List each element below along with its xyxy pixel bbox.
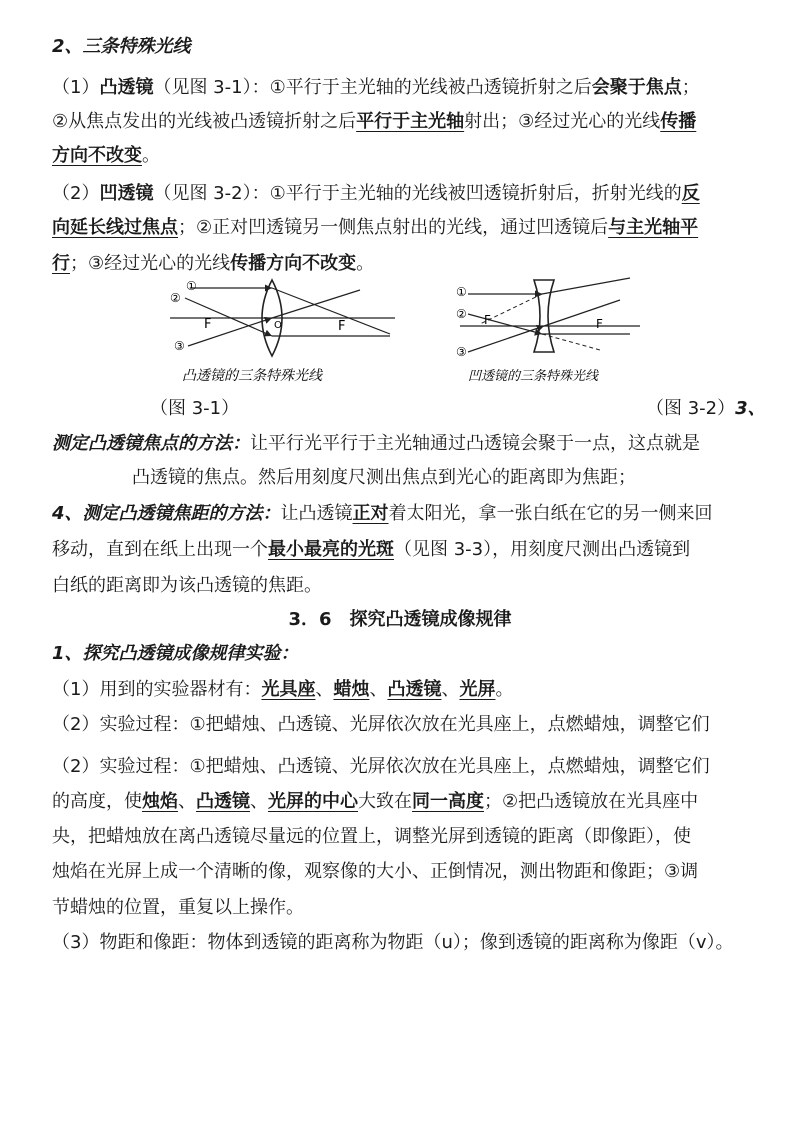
- concave-lens-shape: [534, 280, 554, 352]
- fig1-ray2-label: ②: [170, 291, 181, 305]
- fig2-focus-left: F: [484, 313, 491, 327]
- section-3-number: 3、: [735, 398, 766, 419]
- convex-line-3: 方向不改变。: [52, 145, 160, 166]
- sec36-item-2-line-2: 的高度，使烛焰、凸透镜、光屏的中心大致在同一高度；②把凸透镜放在光具座中: [52, 791, 699, 812]
- sec36-subheading: 1、探究凸透镜成像规律实验：: [52, 643, 299, 664]
- sec4-line-1: 4、测定凸透镜焦距的方法：让凸透镜正对着太阳光，拿一张白纸在它的另一侧来回: [52, 503, 713, 524]
- fig2-handwritten-caption: 凹透镜的三条特殊光线: [468, 369, 599, 384]
- convex-line-2: ②从焦点发出的光线被凸透镜折射之后平行于主光轴射出；③经过光心的光线传播: [52, 111, 697, 132]
- fig1-ray1-label: ①: [186, 279, 197, 293]
- sec36-item-2-duplicate: （2）实验过程：①把蜡烛、凸透镜、光屏依次放在光具座上，点燃蜡烛，调整它们: [52, 714, 710, 735]
- sec4-line-2: 移动，直到在纸上出现一个最小最亮的光斑（见图 3-3），用刻度尺测出凸透镜到: [52, 539, 691, 560]
- figure-3-1-caption: （图 3-1）: [150, 398, 240, 419]
- sec3-line-1: 测定凸透镜焦点的方法：让平行光平行于主光轴通过凸透镜会聚于一点，这点就是: [52, 433, 700, 454]
- fig1-ray3-label: ③: [174, 339, 185, 353]
- fig2-focus-right: F: [596, 317, 603, 331]
- sec36-item-2-line-5: 节蜡烛的位置，重复以上操作。: [52, 897, 304, 918]
- section-3-6-heading: 3．6 探究凸透镜成像规律: [288, 609, 512, 630]
- figure-3-2-concave-lens: [450, 276, 650, 394]
- sec36-item-3: （3）物距和像距：物体到透镜的距离称为物距（u）；像到透镜的距离称为像距（v）。: [52, 932, 734, 953]
- figure-3-1-convex-lens: [160, 276, 400, 394]
- fig2-ray3-label: ③: [456, 345, 467, 359]
- fig1-focus-right: F: [338, 319, 346, 334]
- fig1-focus-left: F: [204, 317, 212, 332]
- sec3-line-2: 凸透镜的焦点。然后用刻度尺测出焦点到光心的距离即为焦距；: [132, 467, 636, 488]
- concave-line-2: 向延长线过焦点；②正对凹透镜另一侧焦点射出的光线，通过凹透镜后与主光轴平: [52, 217, 699, 238]
- section-2-title: 2、三条特殊光线: [52, 36, 191, 57]
- fig1-optical-center: O: [274, 320, 282, 331]
- sec36-item-2-line-4: 烛焰在光屏上成一个清晰的像，观察像的大小、正倒情况，测出物距和像距；③调: [52, 861, 699, 882]
- sec4-line-3: 白纸的距离即为该凸透镜的焦距。: [52, 575, 322, 596]
- figure-3-2-caption: （图 3-2）3、: [646, 398, 766, 419]
- sec36-item-2-line-3: 央，把蜡烛放在离凸透镜尽量远的位置上，调整光屏到透镜的距离（即像距），使: [52, 826, 691, 847]
- convex-line-1: （1）凸透镜（见图 3-1）：①平行于主光轴的光线被凸透镜折射之后会聚于焦点；: [52, 77, 700, 98]
- fig2-ray1-label: ①: [456, 285, 467, 299]
- concave-line-1: （2）凹透镜（见图 3-2）：①平行于主光轴的光线被凹透镜折射后，折射光线的反: [52, 183, 700, 204]
- fig2-ray2-label: ②: [456, 307, 467, 321]
- sec36-item-2-line-1: （2）实验过程：①把蜡烛、凸透镜、光屏依次放在光具座上，点燃蜡烛，调整它们: [52, 756, 710, 777]
- fig1-handwritten-caption: 凸透镜的三条特殊光线: [182, 368, 322, 384]
- sec36-item-1: （1）用到的实验器材有：光具座、蜡烛、凸透镜、光屏。: [52, 679, 514, 700]
- concave-line-3: 行；③经过光心的光线传播方向不改变。: [52, 253, 375, 274]
